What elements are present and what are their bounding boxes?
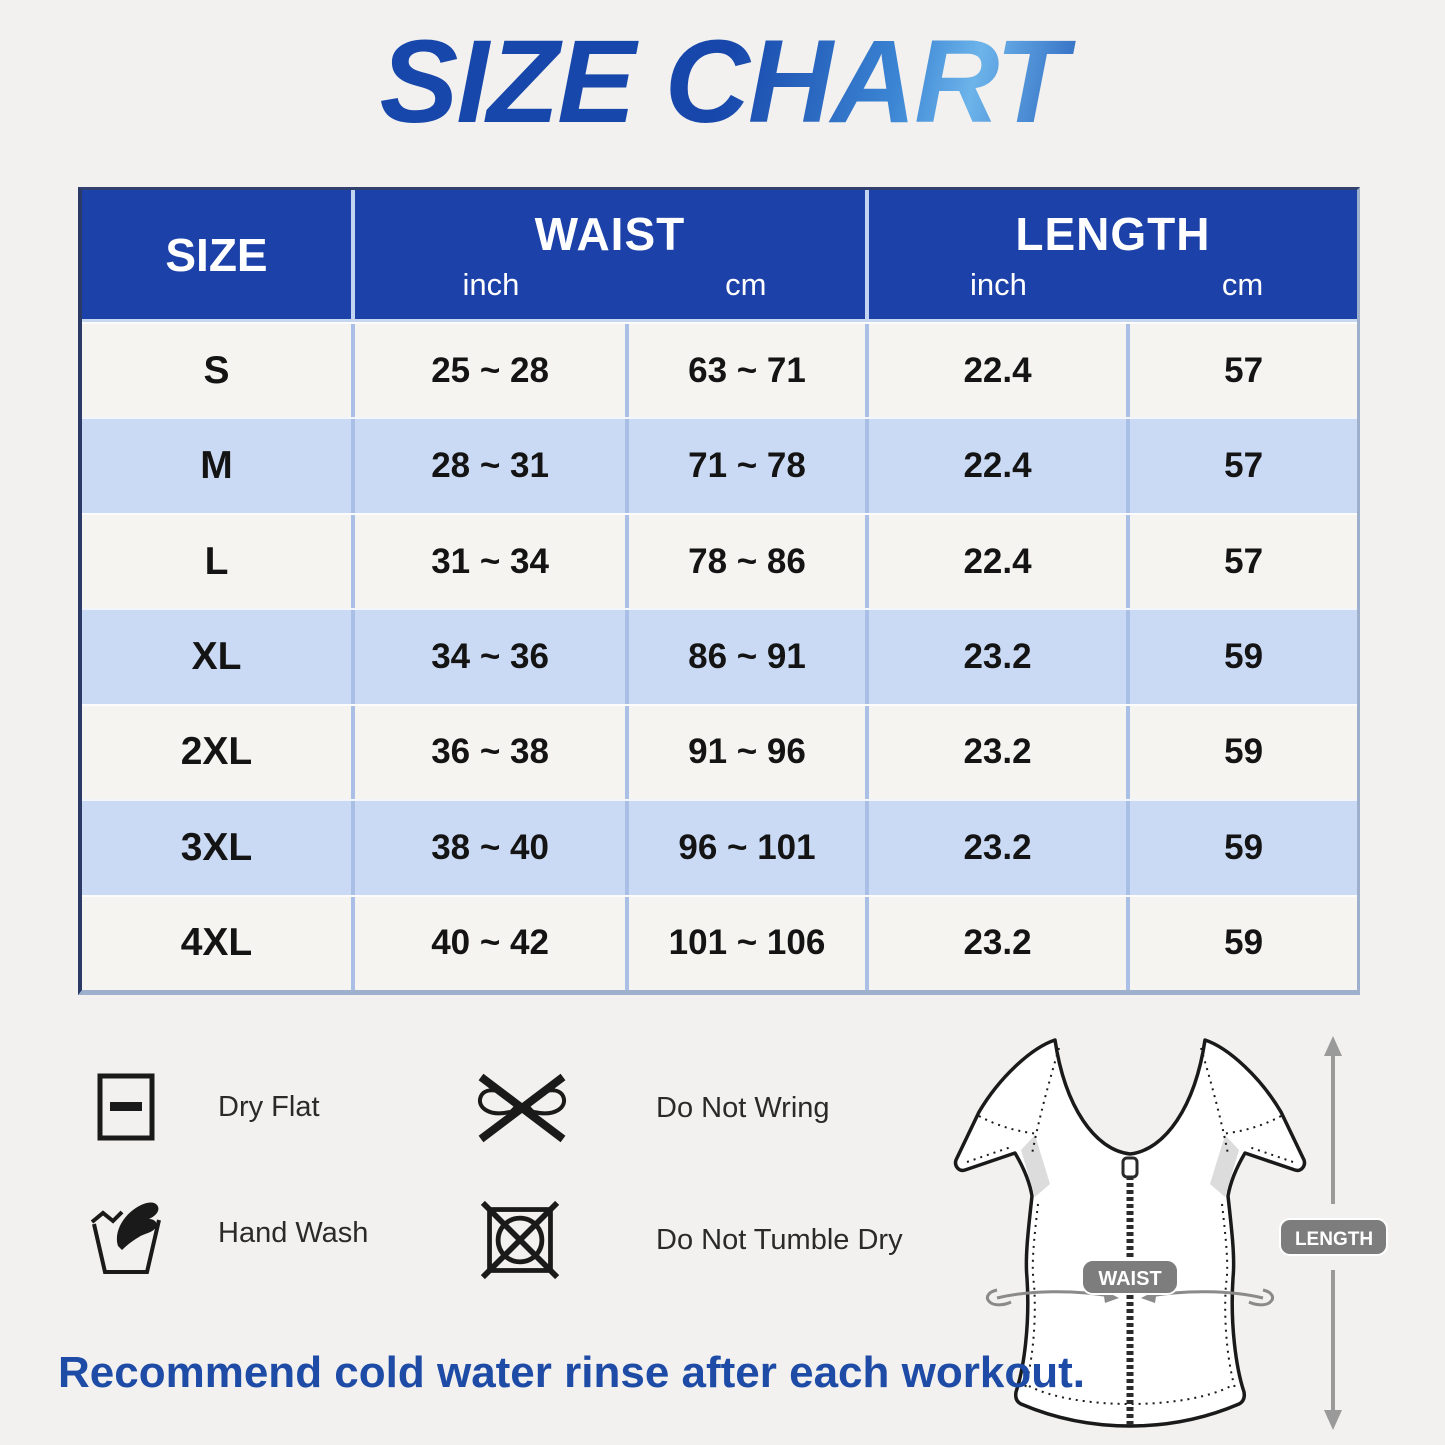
cell-size: 3XL [180,825,253,869]
cell-size: M [200,444,233,488]
cell-waist-cm: 101 ~ 106 [625,897,865,990]
cell-length-inch: 22.4 [865,419,1126,512]
cell-waist-cm: 86 ~ 91 [625,610,865,703]
cell-length-cm: 57 [1126,324,1357,417]
cell-waist-cm: 91 ~ 96 [625,706,865,799]
hand-wash-icon [88,1188,166,1278]
cell-length-inch: 22.4 [865,324,1126,417]
table-row [82,322,1357,417]
cell-waist-inch: 25 ~ 28 [351,324,625,417]
cell-length-cm: 57 [1126,419,1357,512]
cell-waist-cm: 71 ~ 78 [625,419,865,512]
cell-size: 4XL [180,921,253,965]
cell-waist-cm: 63 ~ 71 [625,324,865,417]
table-row [82,608,1357,703]
cell-size: XL [191,634,242,678]
cell-length-cm: 57 [1126,515,1357,608]
header-waist-inch: inch [462,267,520,302]
header-waist-group [351,190,865,319]
cell-length-cm: 59 [1126,706,1357,799]
header-length: LENGTH [1015,207,1211,260]
waist-badge [1082,1260,1178,1294]
header-waist-cm: cm [725,267,767,302]
do-not-tumble-dry-icon [480,1198,560,1282]
length-badge-label: LENGTH [1294,1229,1374,1250]
cell-length-inch: 23.2 [865,610,1126,703]
table-row [82,417,1357,512]
cell-waist-inch: 31 ~ 34 [351,515,625,608]
header-length-inch: inch [969,267,1027,302]
table-row [82,704,1357,799]
cell-waist-inch: 38 ~ 40 [351,801,625,894]
care-item-do-not-tumble-dry [480,1198,903,1282]
cell-waist-cm: 96 ~ 101 [625,801,865,894]
cell-length-inch: 23.2 [865,801,1126,894]
cell-length-inch: 23.2 [865,706,1126,799]
length-badge [1280,1219,1387,1255]
care-label: Do Not Wring [656,1091,830,1124]
table-header-row [82,190,1357,322]
cell-length-cm: 59 [1126,610,1357,703]
care-item-hand-wash [88,1188,368,1278]
cell-size: 2XL [180,730,253,774]
header-length-group [865,190,1357,319]
table-row [82,895,1357,990]
page-title: SIZE CHART [0,14,1445,150]
care-label: Dry Flat [218,1090,320,1123]
cell-waist-cm: 78 ~ 86 [625,515,865,608]
cell-length-inch: 23.2 [865,897,1126,990]
care-item-do-not-wring [474,1068,830,1148]
header-size: SIZE [165,228,268,281]
cell-length-cm: 59 [1126,897,1357,990]
cell-waist-inch: 40 ~ 42 [351,897,625,990]
header-waist: WAIST [534,207,686,260]
header-length-cm: cm [1221,267,1264,302]
cell-length-cm: 59 [1126,801,1357,894]
waist-badge-label: WAIST [1098,1268,1162,1290]
cell-size: L [204,539,229,583]
care-label: Do Not Tumble Dry [656,1223,903,1256]
size-table [78,187,1360,995]
cell-length-inch: 22.4 [865,515,1126,608]
dry-flat-icon [96,1072,156,1142]
do-not-wring-icon [474,1068,570,1148]
cell-size: S [203,348,230,392]
table-row [82,799,1357,894]
cell-waist-inch: 28 ~ 31 [351,419,625,512]
cell-waist-inch: 34 ~ 36 [351,610,625,703]
care-label: Hand Wash [218,1216,369,1249]
care-item-dry-flat [96,1072,320,1142]
cell-waist-inch: 36 ~ 38 [351,706,625,799]
footer-note: Recommend cold water rinse after each workout. [58,1348,1085,1397]
table-row [82,513,1357,608]
